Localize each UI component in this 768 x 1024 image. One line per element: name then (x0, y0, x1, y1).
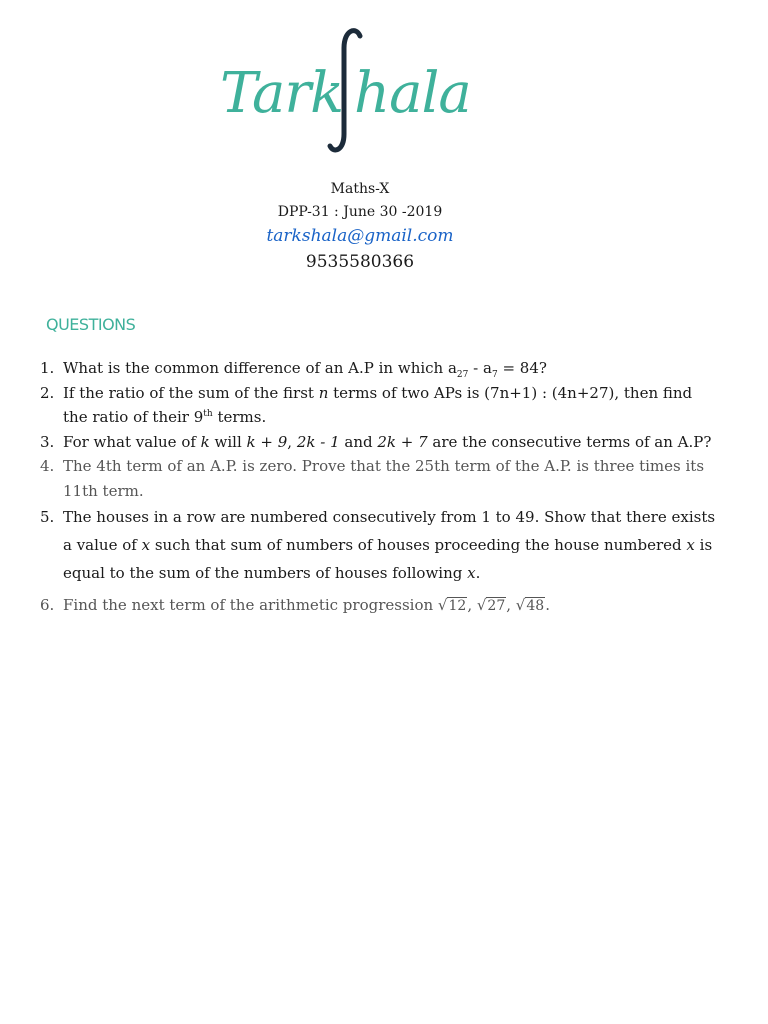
question-text: What is the common difference of an A.P in which a (63, 359, 457, 377)
question-text: The 4th term of an A.P. is zero. Prove that the 25th term of the A.P. is three times its 11th term. (63, 457, 705, 500)
dpp-label: DPP-31 : June 30 -2019 (277, 204, 443, 220)
question-text: The houses in a row are numbered consecutively from 1 to 49. Show that there exists a value of (63, 508, 716, 554)
math-variable: x (467, 564, 476, 582)
question-text: will (209, 432, 247, 451)
question-text: terms. (212, 408, 267, 426)
question-2 (0, 381, 720, 430)
question-3 (0, 430, 720, 455)
math-variable: x (686, 536, 695, 554)
question-text: terms of two APs is (7n+1) : (4n+27), then find the ratio of their 9 (63, 383, 693, 426)
questions-heading: QUESTIONS (46, 315, 136, 334)
radical-icon: √ (437, 596, 448, 614)
separator: . (545, 596, 550, 614)
math-expression: 2k - 1 (296, 432, 340, 451)
question-4 (0, 454, 720, 503)
question-text: and (339, 432, 378, 451)
logo-text-right: hala (354, 61, 471, 126)
math-variable: x (141, 536, 151, 554)
question-list (0, 356, 720, 619)
radicand: 48 (526, 598, 545, 614)
sqrt-48 (516, 596, 545, 614)
question-number: 1. (40, 359, 55, 377)
radical-icon: √ (515, 596, 526, 614)
question-text: If the ratio of the sum of the first (63, 383, 319, 402)
question-text: = 84? (497, 359, 547, 377)
question-text: - a (468, 359, 492, 377)
subscript: 27 (456, 370, 469, 380)
math-expression: k + 9 (246, 432, 288, 451)
math-expression: 2k + 7 (377, 432, 428, 451)
radicand: 27 (487, 598, 506, 614)
separator: , (467, 596, 477, 614)
question-text: For what value of (63, 432, 201, 451)
logo-text-left: Tark (220, 61, 344, 126)
radicand: 12 (448, 598, 467, 614)
question-number: 4. (40, 457, 55, 475)
question-text: , (287, 432, 297, 451)
question-1 (0, 356, 720, 381)
math-variable: n (318, 383, 329, 402)
question-text: is equal to the sum of the numbers of houses following (63, 536, 713, 582)
question-5 (0, 503, 720, 587)
question-text: Find the next term of the arithmetic progression (63, 596, 438, 614)
math-variable: k (200, 432, 210, 451)
sqrt-12 (438, 596, 467, 614)
question-6 (0, 593, 720, 619)
sqrt-27 (477, 596, 506, 614)
question-number: 6. (40, 596, 55, 614)
question-number: 3. (40, 432, 55, 451)
question-number: 2. (40, 383, 55, 402)
tarkshala-logo (218, 26, 470, 156)
question-text: are the consecutive terms of an A.P? (427, 432, 712, 451)
question-text: . (475, 564, 481, 582)
question-text: such that sum of numbers of houses proceeding the house numbered (150, 536, 687, 554)
subscript: 7 (491, 370, 498, 380)
question-number: 5. (40, 508, 55, 526)
phone-number: 9535580366 (305, 252, 415, 272)
radical-icon: √ (476, 596, 487, 614)
separator: , (506, 596, 516, 614)
email-link[interactable]: tarkshala@gmail.com (266, 226, 454, 246)
superscript: th (203, 409, 213, 419)
subject-label: Maths-X (330, 181, 390, 197)
